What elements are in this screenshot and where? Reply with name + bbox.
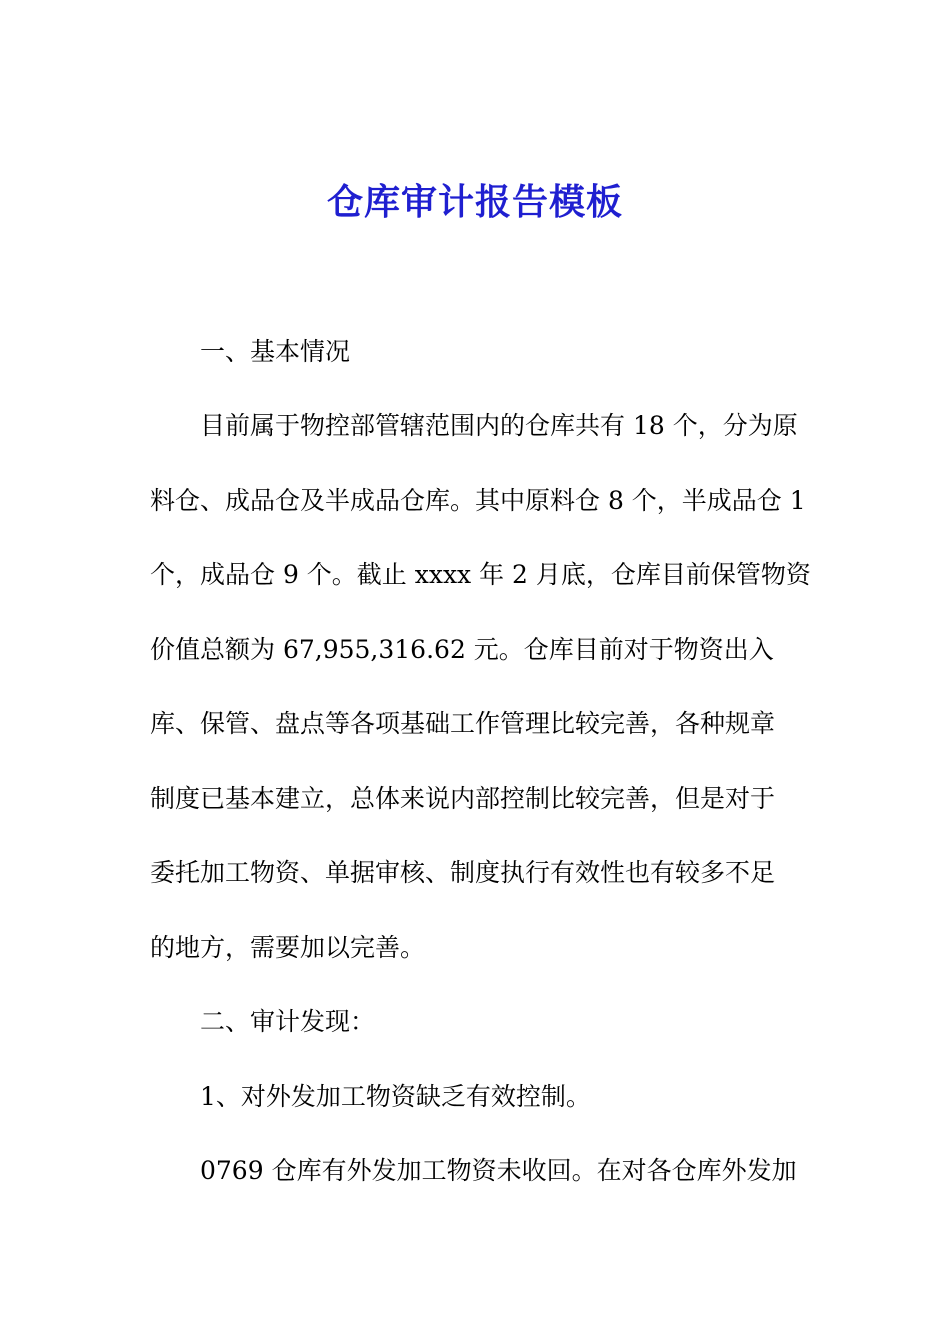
paragraph-line: 料仓、成品仓及半成品仓库。其中原料仓 8 个，半成品仓 1 [150,486,806,515]
section-heading-basic: 一、基本情况 [200,337,351,366]
paragraph-line: 价值总额为 67,955,316.62 元。仓库目前对于物资出入 [150,635,774,664]
finding-item-heading: 1、对外发加工物资缺乏有效控制。 [200,1082,591,1111]
section-heading-findings: 二、审计发现： [200,1007,376,1036]
paragraph-line: 委托加工物资、单据审核、制度执行有效性也有较多不足 [150,858,776,887]
paragraph-line: 个，成品仓 9 个。截止 xxxx 年 2 月底，仓库目前保管物资 [150,560,811,589]
paragraph-line: 的地方，需要加以完善。 [150,933,426,962]
paragraph-line: 0769 仓库有外发加工物资未收回。在对各仓库外发加 [200,1156,797,1185]
paragraph-line: 库、保管、盘点等各项基础工作管理比较完善，各种规章 [150,709,776,738]
paragraph-line: 目前属于物控部管辖范围内的仓库共有 18 个，分为原 [200,411,798,440]
document-title: 仓库审计报告模板 [326,182,623,223]
paragraph-line: 制度已基本建立，总体来说内部控制比较完善，但是对于 [150,784,776,813]
